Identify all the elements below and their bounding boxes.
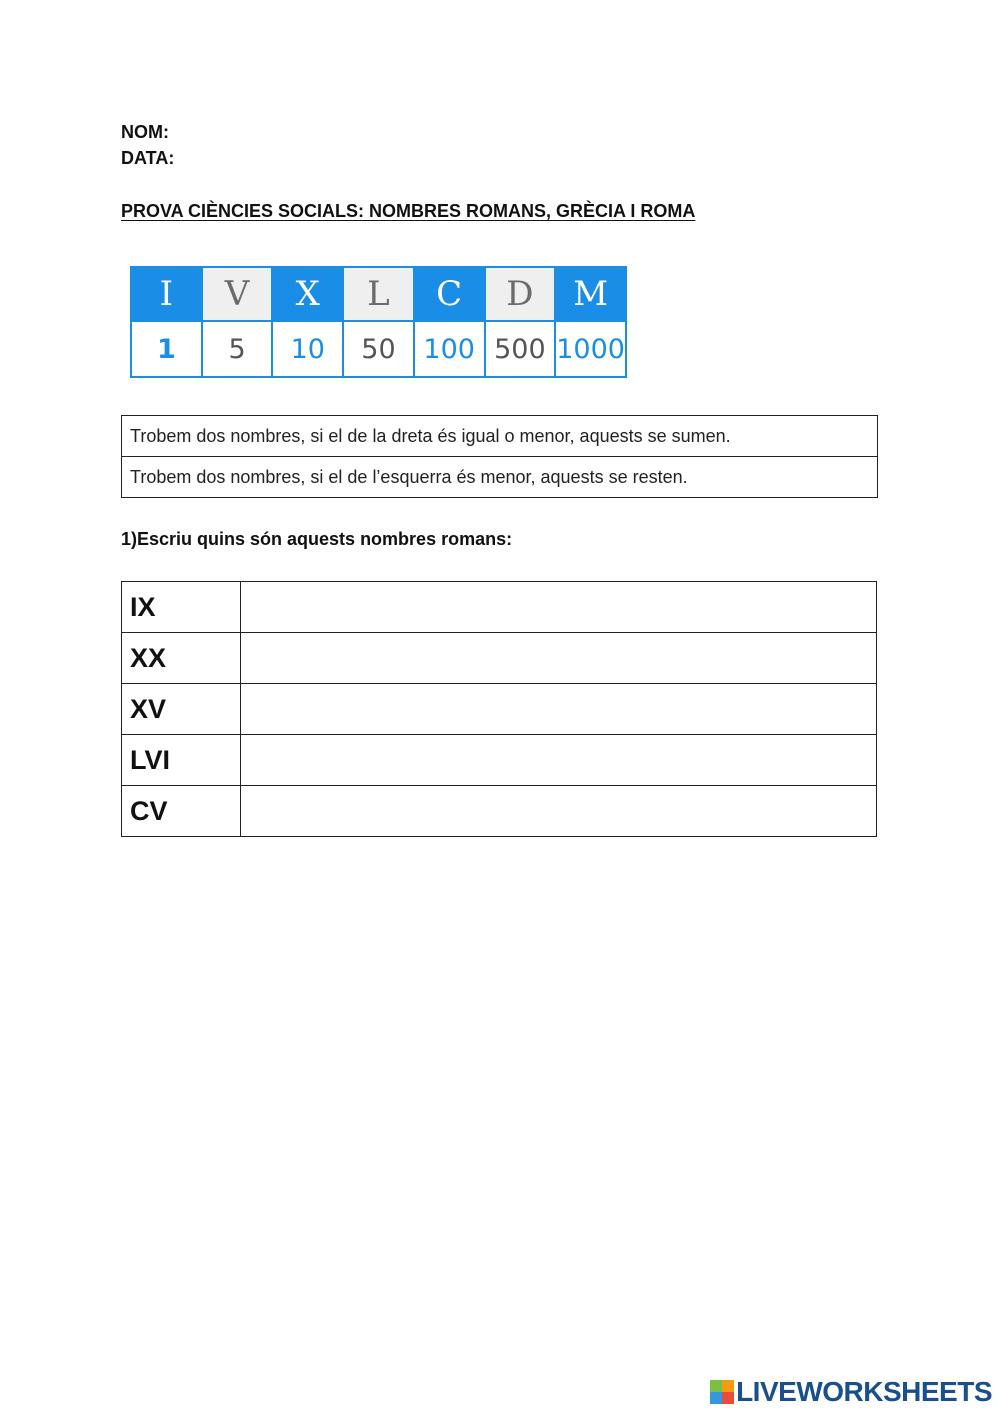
name-label: NOM: xyxy=(121,122,169,142)
answer-field[interactable] xyxy=(241,582,877,633)
page-title: PROVA CIÈNCIES SOCIALS: NOMBRES ROMANS, GRÈCIA I ROMA xyxy=(121,201,696,221)
table-row xyxy=(122,582,877,633)
table-row xyxy=(122,633,877,684)
roman-numeral-cell: CV xyxy=(122,786,241,837)
liveworksheets-logo xyxy=(710,1377,992,1407)
roman-numeral-cell: LVI xyxy=(122,735,241,786)
arabic-value: 10 xyxy=(272,321,343,377)
rules-table xyxy=(121,415,878,498)
answer-field[interactable] xyxy=(241,786,877,837)
roman-symbol: I xyxy=(131,267,202,321)
roman-numeral-cell: XX xyxy=(122,633,241,684)
arabic-value: 100 xyxy=(414,321,485,377)
rule-addition: Trobem dos nombres, si el de la dreta és igual o menor, aquests se sumen. xyxy=(122,416,878,457)
roman-numeral-cell: IX xyxy=(122,582,241,633)
exercise-question: 1)Escriu quins són aquests nombres romans: xyxy=(121,529,513,549)
arabic-value: 500 xyxy=(485,321,556,377)
exercise-table xyxy=(121,581,877,837)
answer-field[interactable] xyxy=(241,735,877,786)
answer-field[interactable] xyxy=(241,684,877,735)
date-label: DATA: xyxy=(121,148,175,168)
arabic-value: 5 xyxy=(202,321,273,377)
logo-text: LIVEWORKSHEETS xyxy=(736,1376,992,1407)
answer-field[interactable] xyxy=(241,633,877,684)
liveworksheets-icon xyxy=(710,1380,734,1404)
roman-symbol: M xyxy=(555,267,626,321)
roman-numeral-reference-table xyxy=(130,266,627,378)
roman-symbol: V xyxy=(202,267,273,321)
roman-numeral-cell: XV xyxy=(122,684,241,735)
roman-symbol: L xyxy=(343,267,414,321)
roman-symbol: C xyxy=(414,267,485,321)
table-row xyxy=(122,786,877,837)
roman-symbol: D xyxy=(485,267,556,321)
table-row xyxy=(122,735,877,786)
table-row xyxy=(122,684,877,735)
roman-symbol: X xyxy=(272,267,343,321)
arabic-value: 1000 xyxy=(555,321,626,377)
arabic-value: 50 xyxy=(343,321,414,377)
arabic-value: 1 xyxy=(131,321,202,377)
rule-subtraction: Trobem dos nombres, si el de l’esquerra és menor, aquests se resten. xyxy=(122,457,878,498)
